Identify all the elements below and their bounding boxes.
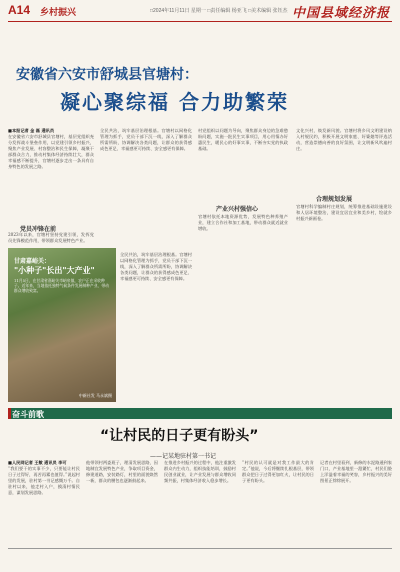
article2-column-5: 记者在村里看到，新修的水泥路通到家门口，产业基地里一派繁忙，村民们脸上洋溢着幸福的笑容，乡村振兴的美好图景正徐徐展开。 xyxy=(320,460,392,483)
article-column-2: 全民共治，筑牢基层治理根基。官塘村以网格化管理为抓手，党员干部下沉一线，深入了解群众所需所盼，协调解决各类问题，让群众的获得感成色更足、幸福感更可持续、安全感更有保障。 xyxy=(100,128,192,151)
photo-caption-title: "小种子"长出"大产业" xyxy=(14,266,95,275)
article-paragraph: 在安徽省六安市舒城县官塘村，基层党组织充分发挥战斗堡垒作用，以党建引领乡村振兴，聚焦产业发展、村容整治和民生保障，凝聚干部群众合力，推动村集体经济持续壮大，群众幸福感不断提升，官塘村逐步走出一条具有自身特色的发展之路。 xyxy=(8,134,94,169)
section-bar-label: 奋斗前歌 xyxy=(12,410,44,419)
article2-subtitle: ——记某地驻村第一书记 xyxy=(150,453,217,460)
dateline: □2024年11月11日 星期一 □责任编辑 杨亚飞 □美术编辑 张钰杰 xyxy=(150,8,288,14)
article2-byline: ■人民网记者 王敏 通讯员 李可 xyxy=(8,460,67,465)
article2-column-2: 他带领村两委班子，理清发展思路，因地制宜发展特色产业，争取项目资金，修建道路，安装路灯，村里的面貌焕然一新，群众的腰包也逐渐鼓起来。 xyxy=(86,460,158,483)
footer-rule xyxy=(8,548,392,549)
article2-column-4: “村民的认可就是对我工作最大的肯定。”他说，今后将继续扎根基层，带领群众把日子过得更加红火，让村民的日子更有盼头。 xyxy=(242,460,314,483)
article-column-1b: 2023年以来，官塘村坚持党建引领，发挥党员先锋模范作用，带领群众发展特色产业。 xyxy=(8,232,94,243)
page-number: A14 xyxy=(8,3,31,17)
article2-column-1 xyxy=(8,460,80,546)
section-title: 乡村振兴 xyxy=(40,7,77,17)
photo-caption-note: 11月5日，在甘肃省嘉峪关市峪泉镇，农户正在采收种子。近年来，当地依托独特气候条件发展制种产业，带动群众增收致富。 xyxy=(14,278,109,293)
article-byline: ■本报记者 金 磊 通讯员 xyxy=(8,128,55,133)
article-subhead-2: 产业兴村强信心 xyxy=(216,206,259,213)
header-rule xyxy=(8,21,392,22)
news-photo xyxy=(8,248,116,402)
article-column-4: 文化兴村，焕发新风貌。官塘村将乡风文明建设纳入村规民约，积极开展文明家庭、好婆媳等评选活动，营造崇德向善的良好氛围，让文明新风吹遍村庄。 xyxy=(296,128,392,151)
article-column-4b: 官塘村科学编制村庄规划，统筹推进基础设施建设和人居环境整治，建设宜居宜业和美乡村，绘就乡村振兴新画卷。 xyxy=(296,204,392,221)
article-column-2b: 全民共治，筑牢基层治理根基。官塘村以网格化管理为抓手，党员干部下沉一线，深入了解群众所需所盼，协调解决各类问题，让群众的获得感成色更足、幸福感更可持续、安全感更有保障。 xyxy=(120,252,192,281)
article-subhead-1: 党员冲锋在前 xyxy=(20,226,57,233)
article2-headline: “让村民的日子更有盼头” xyxy=(100,428,259,444)
article-subhead-3: 合理规划发展 xyxy=(316,196,353,203)
article2-column-3: 在推进乡村振兴的过程中，他注重激发群众内生动力，组织技能培训，鼓励村民创业就业，让产业发展与群众增收同频共振，村集体经济收入稳步增长。 xyxy=(164,460,236,483)
photo-caption-location: 甘肃嘉峪关： xyxy=(14,258,51,265)
section-bar-marker xyxy=(8,408,11,419)
article-kicker: 安徽省六安市舒城县官塘村： xyxy=(16,67,198,83)
article-column-3b: 官塘村依托本地资源优势，发展特色种养殖产业，建立合作社和加工基地，带动群众就近就业增收。 xyxy=(198,214,288,231)
article2-paragraph: “我们要干的实事不少，只要能让村民日子过得好，再苦再累也值得。”说起村里的发展，驻村第一书记感慨万千。自驻村以来，他走村入户，摸清村情民意，谋划发展思路。 xyxy=(8,466,80,495)
newspaper-masthead: 中国县域经济报 xyxy=(291,6,390,21)
section-bar xyxy=(8,408,392,419)
article-column-3: 村党组织以问题为导向，聚焦群众身边的急难愁盼问题，实施一批民生实事项目，用心用情办好惠民生，暖民心的好事实事，不断夯实党的执政基础。 xyxy=(198,128,288,151)
photo-credit: 中新社发 马永斌摄 xyxy=(78,393,112,398)
article-headline: 凝心聚综福 合力助繁荣 xyxy=(60,90,289,114)
